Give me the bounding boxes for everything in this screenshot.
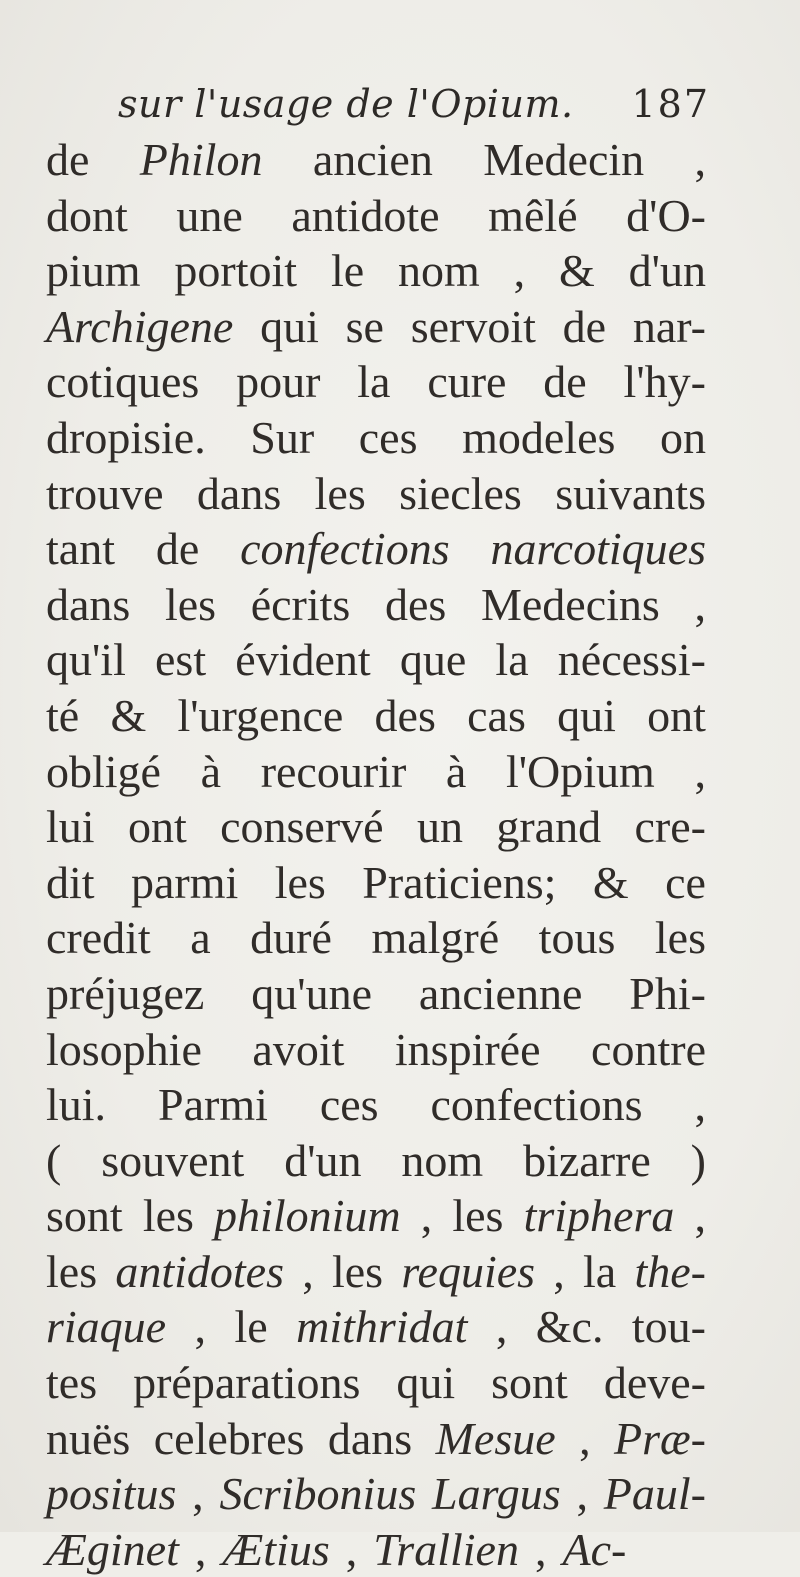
word: évident: [235, 634, 371, 686]
word: de: [562, 300, 607, 352]
text-line: [46, 1244, 706, 1300]
word: Praticiens;: [362, 856, 557, 908]
word: ,: [192, 1468, 204, 1520]
word: dans: [46, 578, 131, 630]
word: ): [690, 1134, 706, 1186]
word: suivants: [555, 467, 706, 519]
word: souvent: [101, 1134, 245, 1186]
word: inspirée: [394, 1023, 541, 1075]
word: la: [583, 1245, 617, 1297]
word: l'urgence: [177, 689, 344, 741]
italic-word: Philon: [139, 134, 263, 185]
word: (: [46, 1134, 62, 1186]
word: les: [331, 1245, 384, 1297]
word: les: [142, 1190, 194, 1242]
text-line: [46, 577, 706, 633]
word: les: [314, 467, 366, 519]
text-line: [46, 1466, 706, 1522]
word: recourir: [260, 745, 407, 797]
word: dont: [46, 189, 128, 241]
word: de: [46, 134, 90, 185]
word: credit: [46, 912, 151, 964]
word: cure: [427, 356, 507, 408]
word: un: [416, 801, 463, 853]
text-line: [46, 243, 706, 299]
word: d'un: [284, 1134, 362, 1186]
word: nécessi-: [557, 634, 706, 686]
word: dropisie.: [46, 411, 206, 463]
word: ,: [194, 1523, 207, 1575]
italic-word: riaque: [46, 1301, 167, 1353]
word: ,: [553, 1245, 565, 1297]
text-line: [46, 910, 706, 966]
word: ,: [420, 1190, 433, 1242]
word: siecles: [399, 467, 522, 519]
word: Phi-: [629, 967, 706, 1019]
word: qu'il: [46, 634, 126, 686]
text-line: [46, 1077, 706, 1133]
word: dit: [46, 856, 95, 908]
word: qu'une: [251, 967, 372, 1019]
word: &: [592, 856, 629, 908]
word: confections: [430, 1079, 643, 1131]
word: grand: [496, 801, 602, 853]
italic-word: positus: [46, 1468, 177, 1520]
word: modeles: [462, 411, 616, 463]
text-line: [46, 966, 706, 1022]
word: l'hy-: [623, 356, 706, 408]
word: té: [46, 689, 80, 741]
word: se: [345, 300, 384, 352]
word: malgré: [371, 912, 500, 964]
word: conservé: [220, 801, 384, 853]
word: antidote: [291, 189, 440, 241]
word: Parmi: [158, 1079, 268, 1131]
word: contre: [591, 1023, 706, 1075]
word: Medecins: [480, 578, 660, 630]
word: nom: [398, 245, 480, 297]
italic-word: narcotiques: [490, 523, 706, 575]
italic-word: Mesue: [435, 1412, 556, 1464]
word: ,: [302, 1245, 314, 1297]
italic-word: philonium: [214, 1190, 401, 1242]
word: d'O-: [626, 189, 706, 241]
text-line: [46, 299, 706, 355]
text-line: [46, 466, 706, 522]
word: ont: [647, 689, 706, 741]
word: ,: [694, 578, 706, 630]
word: les: [164, 578, 217, 630]
word: deve-: [603, 1357, 706, 1409]
text-line: [46, 799, 706, 855]
word: cre-: [634, 801, 706, 853]
word: portoit: [174, 245, 298, 297]
word: la: [495, 634, 529, 686]
word: ces: [319, 1079, 379, 1131]
word: les: [274, 856, 326, 908]
word: &: [110, 689, 147, 741]
word: ,: [694, 745, 706, 797]
word: qui: [557, 689, 616, 741]
text-line: [46, 1133, 706, 1189]
word: ce: [665, 856, 706, 908]
text-line: [46, 410, 706, 466]
word: &c.: [535, 1301, 604, 1353]
word: cotiques: [46, 356, 200, 408]
page-header: [118, 74, 718, 136]
word: ont: [127, 801, 187, 853]
italic-word: Ætius: [222, 1523, 330, 1575]
word: Medecin: [483, 134, 645, 185]
italic-word: Æginet: [46, 1523, 179, 1575]
word: dans: [196, 467, 282, 519]
word: mêlé: [488, 189, 578, 241]
word: trouve: [46, 467, 164, 519]
word: ,: [694, 1079, 706, 1131]
word: le: [234, 1301, 268, 1353]
word: pium: [46, 245, 141, 297]
text-line: [46, 354, 706, 410]
word: obligé: [46, 745, 161, 797]
word: une: [176, 189, 243, 241]
word: losophie: [46, 1023, 202, 1075]
text-line: [46, 132, 706, 188]
italic-word: Trallien: [373, 1523, 519, 1575]
word: que: [399, 634, 467, 686]
word: sont: [46, 1190, 123, 1242]
word: ,: [513, 245, 526, 297]
italic-word: Archigene: [46, 300, 234, 352]
word: tant: [46, 523, 115, 575]
word: d'un: [628, 245, 706, 297]
word: à: [445, 745, 467, 797]
word: de: [543, 356, 587, 408]
italic-word: antidotes: [115, 1245, 285, 1297]
italic-word: Præ-: [614, 1412, 706, 1464]
text-line: [46, 1299, 706, 1355]
italic-word: Scribonius: [219, 1468, 417, 1520]
word: nom: [401, 1134, 484, 1186]
word: ,: [495, 1301, 508, 1353]
word: ,: [694, 1190, 706, 1242]
word: les: [654, 912, 706, 964]
word: nuës: [46, 1412, 131, 1464]
word: ,: [579, 1412, 591, 1464]
word: parmi: [131, 856, 239, 908]
word: servoit: [410, 300, 536, 352]
word: &: [559, 245, 595, 297]
word: tou-: [631, 1301, 706, 1353]
text-line: [46, 744, 706, 800]
word: lui: [46, 801, 95, 853]
italic-word: Ac-: [562, 1523, 627, 1575]
word: à: [200, 745, 222, 797]
text-line: [46, 688, 706, 744]
text-line: [46, 521, 706, 577]
text-line: [46, 632, 706, 688]
word: pour: [236, 356, 321, 408]
word: bizarre: [523, 1134, 651, 1186]
word: ,: [576, 1468, 588, 1520]
word: des: [384, 578, 447, 630]
word: qui: [260, 300, 319, 352]
word: celebres: [153, 1412, 305, 1464]
word: est: [155, 634, 207, 686]
italic-word: requies: [401, 1245, 536, 1297]
word: les: [46, 1245, 98, 1297]
italic-word: confections: [240, 523, 450, 575]
italic-word: mithridat: [296, 1301, 468, 1353]
word: préparations: [133, 1357, 361, 1409]
text-line: [46, 1022, 706, 1078]
word: on: [659, 411, 706, 463]
word: ancien: [312, 134, 433, 185]
word: la: [357, 356, 391, 408]
word: Sur: [250, 411, 315, 463]
text-line: [46, 1522, 706, 1577]
text-line: [46, 855, 706, 911]
page-number: 187: [631, 82, 710, 126]
italic-word: Largus: [432, 1468, 561, 1520]
text-line: [46, 1411, 706, 1467]
italic-word: triphera: [523, 1190, 675, 1242]
word: ,: [694, 134, 706, 185]
word: tous: [538, 912, 616, 964]
word: a: [190, 912, 211, 964]
text-line: [46, 1355, 706, 1411]
word: de: [155, 523, 200, 575]
word: qui: [396, 1357, 456, 1409]
text-line: [46, 1188, 706, 1244]
italic-word: Paul-: [603, 1468, 706, 1520]
word: ces: [358, 411, 418, 463]
word: écrits: [250, 578, 351, 630]
running-title: sur l'usage de l'Opium.: [118, 82, 574, 126]
italic-word: the-: [634, 1245, 706, 1297]
word: duré: [250, 912, 332, 964]
word: préjugez: [46, 967, 205, 1019]
word: l'Opium: [505, 745, 655, 797]
word: ,: [194, 1301, 207, 1353]
word: tes: [46, 1357, 98, 1409]
word: ,: [534, 1523, 547, 1575]
body-text: [46, 132, 706, 1577]
word: dans: [327, 1412, 413, 1464]
word: ,: [345, 1523, 358, 1575]
word: lui.: [46, 1079, 107, 1131]
word: nar-: [632, 300, 706, 352]
word: le: [330, 245, 365, 297]
text-line: [46, 188, 706, 244]
word: sont: [491, 1357, 568, 1409]
word: cas: [467, 689, 526, 741]
word: ancienne: [418, 967, 583, 1019]
word: avoit: [252, 1023, 345, 1075]
word: les: [452, 1190, 504, 1242]
word: des: [374, 689, 436, 741]
